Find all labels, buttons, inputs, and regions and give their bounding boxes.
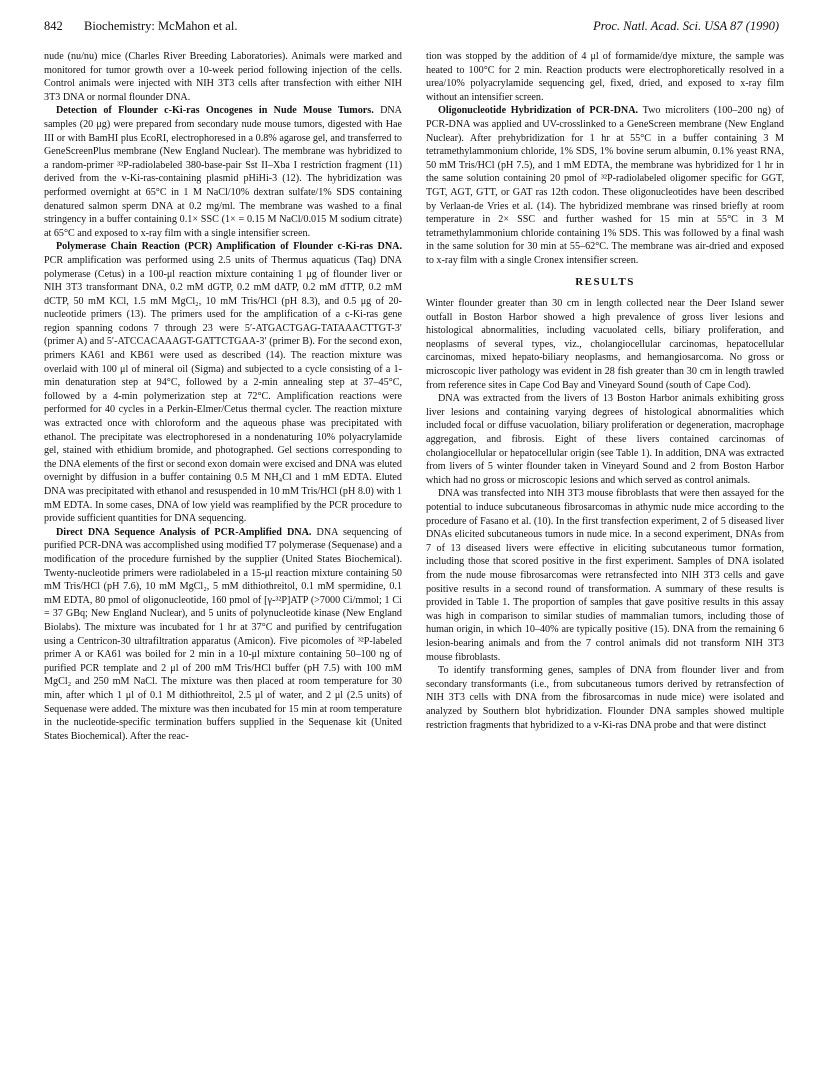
section-heading: Detection of Flounder c-Ki-ras Oncogenes in Nude Mouse Tumors. (56, 105, 374, 117)
section-heading: Oligonucleotide Hybridization of PCR-DNA. (438, 105, 639, 117)
section-heading: Direct DNA Sequence Analysis of PCR-Amplified DNA. (56, 526, 312, 538)
running-head: Biochemistry: McMahon et al. (84, 19, 238, 33)
left-column (44, 50, 402, 743)
paragraph-body: DNA samples (20 μg) were prepared from secondary nude mouse tumors, digested with Hae III or with BamHI plus EcoRI, electrophoresed in a 0.8% agarose gel, and transferred to GeneScreenPlus membrane (New England Nuclear). The membrane was hybridized to a random-primer ³²P-radiolabeled 380-base-pair Sst II–Xba I restriction fragment (11) derived from the v-Ki-ras-containing plasmid pHiHi-3 (12). The hybridization was performed overnight at 65°C in 1 M NaCl/10% dextran sulfate/1% SDS containing denatured salmon sperm DNA at 0.2 mg/ml. The membrane was washed to a final stringency in a buffer containing 0.1× SSC (1× = 0.15 M NaCl/0.015 M sodium citrate) at 65°C and exposed to x-ray film with a single intensifier screen. (44, 105, 402, 239)
paragraph-body: PCR amplification was performed using 2.5 units of Thermus aquaticus (Taq) DNA polymerase (Cetus) in a 100-μl reaction mixture containing 1 μg of flounder liver or NIH 3T3 transformant DNA, 0.2 mM dGTP, 0.2 mM dATP, 0.2 mM dTTP, 0.2 mM dCTP, 50 mM KCl, 1.5 mM MgCl₂, 10 mM Tris/HCl (pH 8.3), and 0.5 μg of 20-nucleotide primers (13). The primers used for the amplification of a c-Ki-ras gene region spanning codons 7 through 23 were 5′-ATGACTGAG-TATAAACTTGT-3′ (primer A) and 5′-ATCCACAAAGT-GATTCTGAA-3′ (primer B). For the second exon, primers KA61 and KB61 were used as described (14). The reaction mixture was overlaid with 100 μl of mineral oil (Sigma) and subjected to a cycle consisting of a 1-min denaturation step at 94°C, followed by a 2-min annealing step at 37–45°C, followed by a 4-min polymerization step at 72°C. Amplification reactions were performed for 40 cycles in a Perkin-Elmer/Cetus thermal cycler. The reaction mixture was extracted once with chloroform and the aqueous phase was precipitated with ethanol. The precipitate was electrophoresed in a nondenaturing 10% polyacrylamide gel, stained with ethidium bromide, and photographed. Gel sections corresponding to the DNA elements of the first or second exon domain were excised and DNA was eluted overnight by diffusion in a buffer containing 0.5 M NH₄Cl and 1 mM EDTA. Eluted DNA was precipitated with ethanol and resuspended in 10 mM Tris/HCl (pH 8.0) with 1 mM EDTA. In some cases, DNA of low yield was reamplified by the PCR procedure to provide sufficient quantities for DNA sequencing. (44, 254, 402, 525)
paragraph: nude (nu/nu) mice (Charles River Breeding Laboratories). Animals were marked and monitored for tumor growth over a 10-week period following injection of the cells. Control animals were injected with NIH 3T3 cells after transfection with either NIH 3T3 DNA or normal flounder DNA. (44, 51, 402, 103)
paragraph (426, 104, 784, 267)
paragraph (44, 104, 402, 240)
right-column (426, 50, 784, 732)
paragraph: To identify transforming genes, samples of DNA from flounder liver and from secondary transformants (i.e., from subcutaneous tumors derived by retransfection of NIH 3T3 cells with DNA from the fibrosarcomas in nude mice) were isolated and analyzed by Southern blot hybridization. Flounder DNA samples showed multiple restriction fragments that hybridized to a v-Ki-ras DNA probe and that were distinct (426, 665, 784, 731)
paragraph: DNA was extracted from the livers of 13 Boston Harbor animals exhibiting gross liver lesions and containing varying degrees of histological abnormalities which included focal or diffuse vacuolation, biliary proliferation or degeneration, macrophage aggregation, and fibrosis. Eight of these livers contained carcinomas of cholangiocellular or hepatocellular origin (see Table 1). In addition, DNA was extracted from livers of 5 winter flounder taken in Vineyard Sound and 2 from Boston Harbor which had no gross or microscopic lesions and which served as control animals. (426, 393, 784, 486)
paragraph: Winter flounder greater than 30 cm in length collected near the Deer Island sewer outfall in Boston Harbor showed a high prevalence of gross liver lesions and histological abnormalities, including vacuolated cells, biliary proliferation, and neoplasms of several types, viz., cholangiocellular carcinomas, hepatocellular carcinomas, mixed hepato-biliary neoplasms, and hemangiosarcoma. No gross or microscopic liver pathology was evident in 28 fish greater than 30 cm in length trawled from reference sites in Cape Cod Bay and Vineyard Sound (south of Cape Cod). (426, 298, 784, 391)
paragraph: tion was stopped by the addition of 4 μl of formamide/dye mixture, the sample was heated to 100°C for 2 min. Reaction products were electrophoretically resolved in a urea/10% polyacrylamide sequencing gel, fixed, dried, and exposed to x-ray film without an intensifier screen. (426, 51, 784, 103)
page-number: 842 (44, 19, 63, 33)
paragraph-body: DNA sequencing of purified PCR-DNA was accomplished using modified T7 polymerase (Sequenase) and a modification of the procedure furnished by the supplier (United States Biochemical). Twenty-nucleotide primers were radiolabeled in a 15-μl reaction mixture containing 50 mM Tris/HCl (pH 7.6), 10 mM MgCl₂, 5 mM dithiothreitol, 0.1 mM spermidine, 0.1 mM EDTA, 80 pmol of oligonucleotide, 160 pmol of [γ-³²P]ATP (>7000 Ci/mmol; 1 Ci = 37 GBq; New England Nuclear), and 5 units of polynucleotide kinase (New England Biolabs). The mixture was incubated for 1 hr at 37°C and purified by centrifugation using a Centricon-30 ultrafiltration apparatus (Amicon). Five picomoles of ³²P-labeled primer A or KA61 was boiled for 2 min in a 10-μl mixture containing 50–100 ng of purified PCR template and 2 μl of 200 mM Tris/HCl buffer (pH 7.5) with 100 mM MgCl₂ and 250 mM NaCl. The mixture was then placed at room temperature for 30 min, after which 1 μl of 0.1 M dithiothreitol, 2.5 μl of water, and 2 μl (2.5 units) of Sequenase were added. The mixture was then incubated for 15 min at room temperature in the nucleotide-specific termination buffers supplied in the Sequenase kit (United States Biochemical). After the reac- (44, 526, 402, 742)
page-header (44, 18, 779, 34)
paragraph: DNA was transfected into NIH 3T3 mouse fibroblasts that were then assayed for the potential to induce subcutaneous fibrosarcomas in athymic nude mice according to the procedure of Fasano et al. (10). In the first transfection experiment, 2 of 5 diseased liver DNAs elicited subcutaneous tumors in nude mice. In a second experiment, DNAs from 7 of 13 diseased livers were effective in eliciting subcutaneous tumor formation, including those that scored positive in the first experiment. Samples of DNA isolated from the nude mouse fibrosarcomas were retransfected into NIH 3T3 cells and gave positive results in a second round of transformation. A summary of these results is provided in Table 1. The proportion of samples that gave positive results in this assay was high in comparison to similar studies of mammalian tumors, including those of human origin, in which 10–40% are typically positive (15). DNA from the remaining 6 lesion-bearing animals and from the 7 control animals did not transform NIH 3T3 mouse fibroblasts. (426, 488, 784, 663)
journal-citation: Proc. Natl. Acad. Sci. USA 87 (1990) (593, 19, 779, 33)
paragraph (44, 526, 402, 744)
section-heading: Polymerase Chain Reaction (PCR) Amplification of Flounder c-Ki-ras DNA. (56, 241, 402, 253)
paragraph (44, 240, 402, 525)
paragraph-body: Two microliters (100–200 ng) of PCR-DNA was applied and UV-crosslinked to a GeneScreen membrane (New England Nuclear). After prehybridization for 1 hr at 55°C in a buffer containing 3 M tetramethylammonium chloride, 1% SDS, 1% bovine serum albumin, 0.1% yeast RNA, 50 mM Tris/HCl (pH 7.5), and 1 mM EDTA, the membrane was hybridized for 1 hr in the same solution containing 20 pmol of ³²P-radiolabeled oligomer specific for GGT, TGT, AGT, GTT, or GAT ras 12th codon. These oligonucleotides have been described by Verlaan-de Vries et al. (14). The hybridized membrane was rinsed briefly at room temperature in 2× SSC and further washed for 15 min at 55°C in 3 M tetramethylammonium chloride containing 1% SDS. This was followed by a final wash in the same solution for 30 min at 55–62°C. The membrane was air-dried and exposed to x-ray film with a single Cronex intensifier screen. (426, 105, 784, 266)
results-heading: RESULTS (575, 275, 635, 288)
